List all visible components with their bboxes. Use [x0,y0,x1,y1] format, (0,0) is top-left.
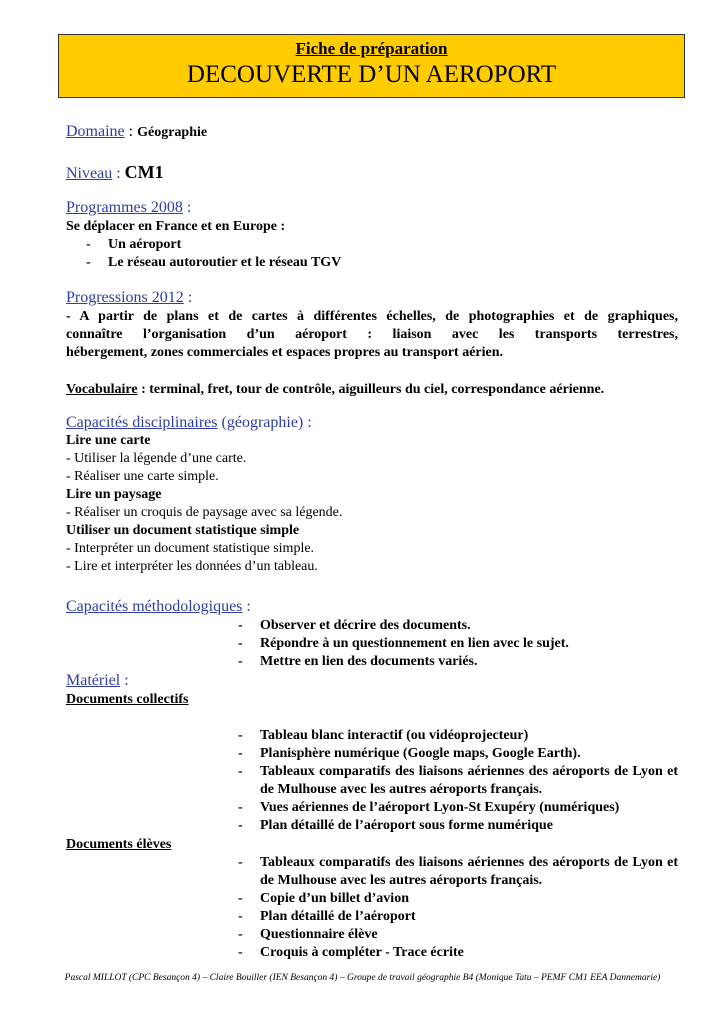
list-item: - Vues aériennes de l’aéroport Lyon-St Exupéry (numériques) [238,800,620,815]
document-title: DECOUVERTE D’UN AEROPORT [186,61,557,88]
domaine-sep: : [124,123,138,140]
progressions-sep: : [183,289,193,306]
list-item: - Planisphère numérique (Google maps, Google Earth). [238,746,581,761]
materiel-sep: : [120,672,129,689]
documents-collectifs-title: Documents collectifs [66,692,189,707]
list-item: - Le réseau autoroutier et le réseau TGV [86,255,342,270]
programmes-label: Programmes 2008 [66,199,183,216]
list-item: - Questionnaire élève [238,927,378,942]
list-item: - Observer et décrire des documents. [238,618,471,633]
group-title: Utiliser un document statistique simple [66,523,300,538]
capacites-meth-label: Capacités méthodologiques [66,598,243,615]
document-subtitle: Fiche de préparation [295,39,448,58]
niveau-sep: : [112,165,125,182]
list-item: - Tableaux comparatifs des liaisons aériennes des aéroports de Lyon et de Mulhouse avec les autres aéroports français. [238,855,678,888]
list-item: - Copie d’un billet d’avion [238,891,409,906]
domaine-section [66,123,678,141]
niveau-value: CM1 [124,162,164,182]
list-item: - Réaliser un croquis de paysage avec sa légende. [66,505,343,520]
domaine-value: Géographie [137,125,208,140]
documents-eleves-title: Documents élèves [66,837,172,852]
progressions-line: - A partir de plans et de cartes à différentes échelles, de photographies et de graphiques, [66,309,678,324]
title-box [58,34,685,98]
list-item: - Tableaux comparatifs des liaisons aériennes des aéroports de Lyon et de Mulhouse avec les autres aéroports français. [238,764,678,797]
list-item: - Répondre à un questionnement en lien avec le sujet. [238,636,569,651]
documents-eleves-section [66,836,678,962]
progressions-line: connaître l’organisation d’un aéroport : liaison avec les transports terrestres, [66,327,678,342]
progressions-label: Progressions 2012 [66,289,184,306]
capacites-methodologiques-section [66,598,678,671]
capacites-disc-suffix: (géographie) : [217,414,312,431]
materiel-section [66,672,678,835]
capacites-disciplinaires-section [66,414,678,576]
capacites-disc-label: Capacités disciplinaires [66,414,218,431]
list-item: - Utiliser la légende d’une carte. [66,451,247,466]
group-title: Lire une carte [66,433,151,448]
list-item: - Réaliser une carte simple. [66,469,219,484]
list-item: - Croquis à compléter - Trace écrite [238,945,464,960]
vocabulaire-label: Vocabulaire [66,382,138,397]
page-footer: Pascal MILLOT (CPC Besançon 4) – Claire Bouiller (IEN Besançon 4) – Groupe de travail géographie B4 (Monique Tatu – PEMF CM1 EEA Dannemarie) [64,973,661,983]
vocabulaire-section [66,381,678,399]
niveau-label: Niveau [66,165,113,182]
group-title: Lire un paysage [66,487,162,502]
programmes-sep: : [182,199,192,216]
list-item: - Un aéroport [86,237,182,252]
progressions-section [66,289,678,362]
domaine-label: Domaine [66,123,125,140]
progressions-line: hébergement, zones commerciales et espaces propres au transport aérien. [66,345,504,360]
capacites-meth-sep: : [242,598,251,615]
list-item: - Mettre en lien des documents variés. [238,654,478,669]
list-item: - Lire et interpréter les données d’un tableau. [66,559,318,574]
list-item: - Plan détaillé de l’aéroport [238,909,416,924]
materiel-label: Matériel [66,672,121,689]
list-item: - Interpréter un document statistique simple. [66,541,315,556]
programmes-section [66,199,678,272]
list-item: - Tableau blanc interactif (ou vidéoprojecteur) [238,728,529,743]
list-item: - Plan détaillé de l’aéroport sous forme numérique [238,818,553,833]
programmes-intro: Se déplacer en France et en Europe : [66,219,286,234]
niveau-section [66,162,678,183]
vocabulaire-text: : terminal, fret, tour de contrôle, aiguilleurs du ciel, correspondance aérienne. [137,382,605,397]
